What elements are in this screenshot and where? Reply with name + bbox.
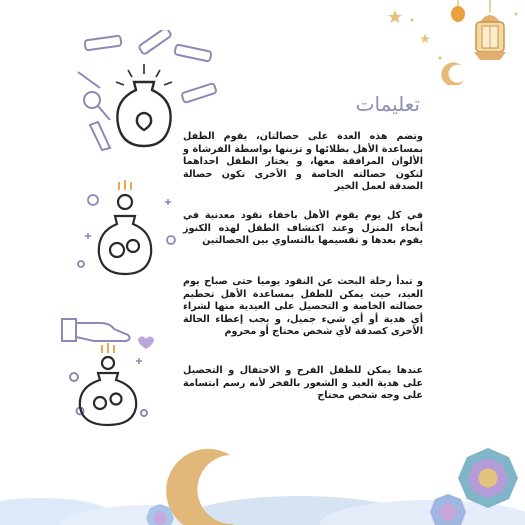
hand-dropping-coin-into-vase-icon (58, 315, 168, 430)
instruction-paragraph: في كل يوم يقوم الأهل باخفاء نقود معدنية في أنحاء المنزل وعند اكتشاف الطفل لهذه الكنوز يقوم بعدها و تقسيمها بالتساوي بين الحصالتين (183, 210, 423, 247)
instruction-paragraph: عندها يمكن للطفل الفرح و الاحتفال و التحصيل على هدية العيد و الشعور بالفخر لأنه رسم ابتسامة على وجه شخص محتاج (183, 365, 423, 402)
instruction-paragraph: وتضم هذه العدة على حصالتان، يقوم الطفل بمساعدة الأهل بطلائها و تزينها بواسطة الفرشاة و الألوان المرافقة معها، و يختار الطفل احداهما لتكون حصالته الخاصة و الأخرى تكون حصالة الصدقة لعمل الخير (183, 131, 423, 193)
lantern-decoration-icon (370, 0, 525, 85)
crescent-and-pattern-decoration-icon (0, 420, 525, 525)
vase-with-falling-coin-icon (75, 178, 185, 288)
instruction-paragraph: و تبدأ رحلة البحث عن النقود يوميا حتى صباح يوم العيد، حيث يمكن للطفل بمساعدة الأهل تحطيم حصالته الخاصة و التحصيل على العيدية منها لشراء أي هدية أو أي شيء جميل، و يجب إعطاء الحالة الأخرى كصدقة لأي شخص محتاج أو محروم (183, 276, 423, 338)
page-title: تعليمات (355, 92, 420, 116)
